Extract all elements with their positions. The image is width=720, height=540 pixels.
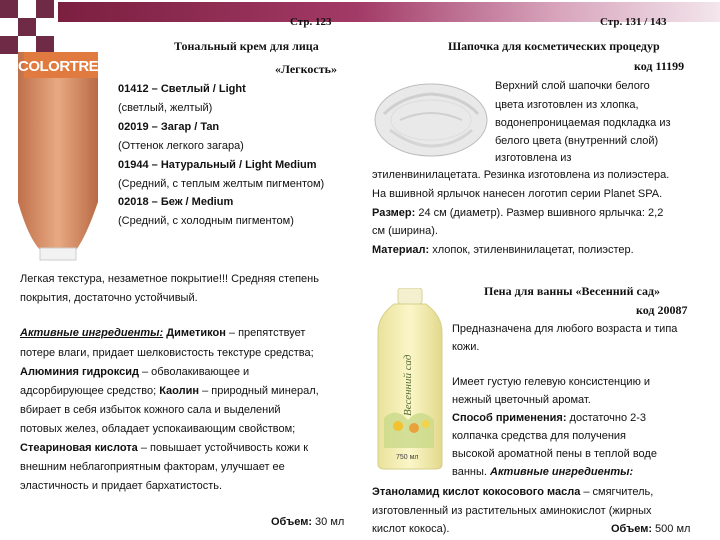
- cap-description: белого цвета (внутренний слой): [495, 135, 659, 147]
- foam-ingredients-line: [372, 484, 653, 501]
- cap-title: Шапочка для косметических процедур: [448, 39, 660, 53]
- foam-description: нежный цветочный аромат.: [452, 394, 591, 406]
- cap-description: изготовлена из: [495, 152, 572, 164]
- shade-code: 01412 – Светлый / Light: [118, 83, 246, 95]
- cap-description: этиленвинилацетата. Резинка изготовлена из полиэстера.: [372, 169, 670, 181]
- cap-description: На вшивной ярлычок нанесен логотип серии Planet SPA.: [372, 188, 663, 200]
- ingredient-text: адсорбирующее средство;: [20, 385, 160, 397]
- bottle-label-text: Весенний сад: [402, 354, 414, 416]
- ingredients-line: эластичность и придает бархатистость.: [20, 480, 223, 492]
- foam-description: Имеет густую гелевую консистенцию и: [452, 376, 651, 388]
- volume-value: 500 мл: [652, 523, 691, 535]
- foam-method: [452, 410, 646, 427]
- shade-desc: (светлый, желтый): [118, 102, 213, 114]
- cosmetic-cap-image: [372, 76, 490, 160]
- cap-material: [372, 242, 634, 259]
- ingredients-line: внешним неблагоприятным факторам, улучшает ее: [20, 461, 285, 473]
- header-band: [0, 0, 720, 28]
- bath-foam-bottle-image: [372, 288, 448, 470]
- cap-size: [372, 205, 663, 222]
- ingredients-line: потовых желез, обладает успокаивающим свойством;: [20, 423, 296, 435]
- cap-size: см (ширина).: [372, 225, 438, 237]
- foam-ingredients-label: Активные ингредиенты:: [490, 466, 634, 478]
- foam-description: колпачка средства для получения: [452, 430, 626, 442]
- ingredient-text: – препятствует: [225, 327, 306, 339]
- foam-ingredients-line: изготовленный из растительных аминокислот (жирных: [372, 505, 652, 517]
- foam-description: Предназначена для любого возраста и типа: [452, 323, 678, 335]
- ingredient-text: – обволакивающее и: [138, 366, 250, 378]
- foam-description: высокой ароматной пены в теплой воде: [452, 448, 657, 460]
- page-number-right: Стр. 131 / 143: [600, 16, 667, 28]
- cap-description: водонепроницаемая подкладка из: [495, 117, 671, 129]
- cap-description: цвета изготовлен из хлопка,: [495, 99, 639, 111]
- foam-description: кожи.: [452, 341, 480, 353]
- tube-brand-text: COLORTRE: [18, 58, 99, 75]
- shade-code: 02018 – Беж / Medium: [118, 196, 234, 208]
- ingredients-line: потере влаги, придает шелковистость текстуре средства;: [20, 347, 314, 359]
- volume-value: 30 мл: [312, 516, 345, 528]
- ingredient-text: – природный минерал,: [199, 385, 319, 397]
- size-label: Размер:: [372, 207, 416, 219]
- ingredients-line: [20, 383, 319, 400]
- foundation-description: Легкая текстура, незаметное покрытие!!! Средняя степень: [20, 273, 319, 285]
- cap-description: Верхний слой шапочки белого: [495, 80, 650, 92]
- ingredient-name: Каолин: [159, 385, 200, 397]
- shade-code: 01944 – Натуральный / Light Medium: [118, 159, 317, 171]
- ingredients-line: [20, 440, 308, 457]
- foundation-volume: [271, 514, 344, 531]
- cap-code: код 11199: [634, 59, 685, 73]
- size-value: 24 см (диаметр). Размер вшивного ярлычка: 2,2: [415, 207, 664, 219]
- ingredient-text: – смягчитель,: [580, 486, 654, 498]
- shade-desc: (Средний, с теплым желтым пигментом): [118, 178, 325, 190]
- ingredients-line: вбирает в себя избыток кожного сала и выделений: [20, 404, 281, 416]
- foundation-subtitle: «Легкость»: [275, 62, 337, 76]
- ingredient-name: Стеариновая кислота: [20, 442, 138, 454]
- method-label: Способ применения:: [452, 412, 567, 424]
- foundation-title: Тональный крем для лица: [174, 39, 319, 53]
- foam-description: [452, 464, 633, 481]
- foundation-description: покрытия, достаточно устойчивый.: [20, 292, 198, 304]
- foam-title: Пена для ванны «Весенний сад»: [484, 284, 661, 298]
- ingredient-name: Этаноламид кислот кокосового масла: [372, 486, 581, 498]
- shade-desc: (Средний, с холодным пигментом): [118, 215, 294, 227]
- volume-label: Объем:: [271, 516, 312, 528]
- shade-desc: (Оттенок легкого загара): [118, 140, 244, 152]
- ingredients-line: [20, 364, 249, 381]
- shade-code: 02019 – Загар / Tan: [118, 121, 220, 133]
- ingredients-label: Активные ингредиенты:: [20, 327, 164, 339]
- ingredient-name: Алюминия гидроксид: [20, 366, 139, 378]
- material-value: хлопок, этиленвинилацетат, полиэстер.: [429, 244, 634, 256]
- ingredient-text: – повышает устойчивость кожи к: [137, 442, 309, 454]
- page-number-left: Стр. 123: [290, 16, 332, 28]
- ingredients-line: [20, 325, 305, 342]
- foam-ingredients-line: кислот кокоса).: [372, 523, 450, 535]
- ingredient-name: Диметикон: [163, 327, 226, 339]
- checker-decoration: [0, 0, 54, 54]
- foam-volume: [611, 521, 690, 538]
- material-label: Материал:: [372, 244, 430, 256]
- method-value: достаточно 2-3: [566, 412, 647, 424]
- foam-code: код 20087: [636, 303, 688, 317]
- foam-text: ванны.: [452, 466, 491, 478]
- volume-label: Объем:: [611, 523, 652, 535]
- foundation-tube-image: [14, 52, 102, 262]
- bottle-volume-text: 750 мл: [396, 454, 419, 461]
